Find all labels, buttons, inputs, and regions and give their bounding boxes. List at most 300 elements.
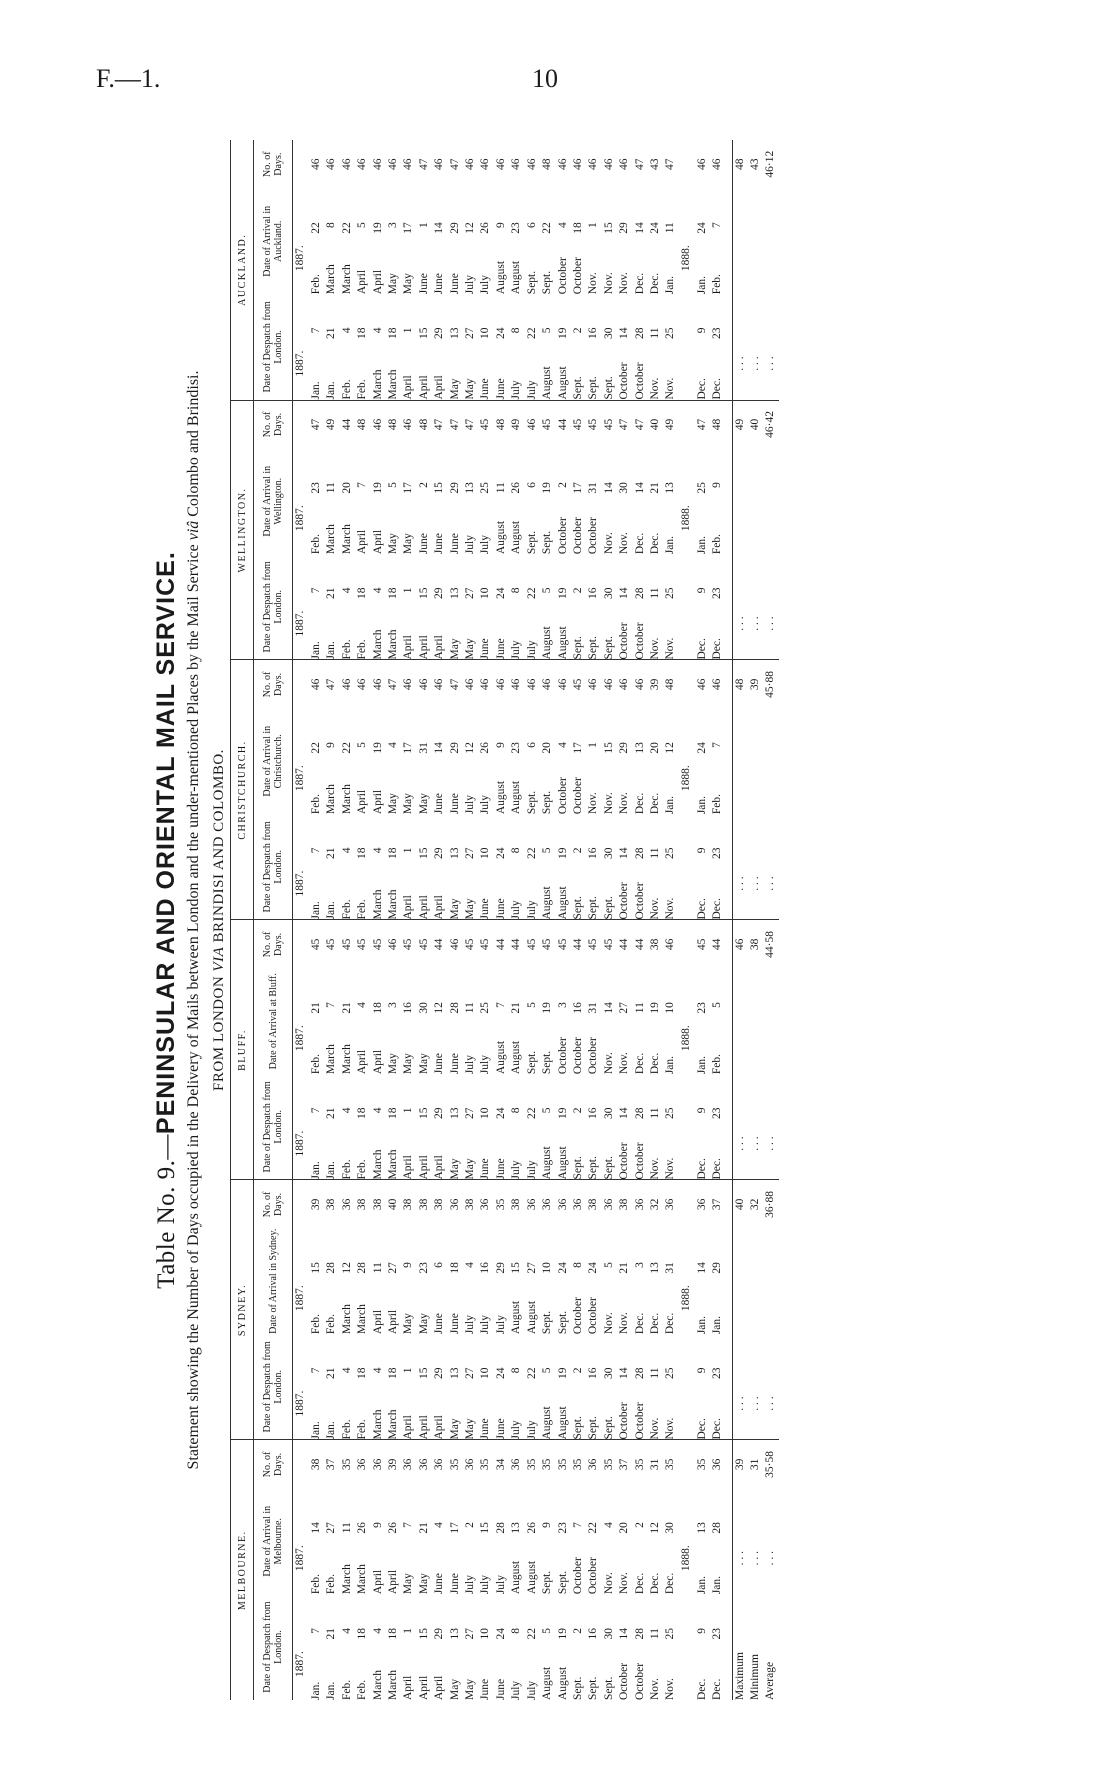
despatch-month: April: [402, 1675, 415, 1700]
arrival-month: Nov.: [618, 1312, 631, 1335]
arrival-day: 21: [648, 482, 661, 494]
year-label: 1887.: [294, 350, 307, 377]
arrival-date: [417, 1488, 432, 1594]
days-count: 46: [448, 938, 461, 951]
summary-dots-cell: [748, 968, 763, 1074]
days-count: 38: [356, 1198, 369, 1211]
arrival-month: July: [479, 1575, 492, 1595]
arrival-date: [355, 968, 370, 1074]
despatch-day: 2: [571, 1107, 584, 1114]
arrival-date: [602, 1228, 617, 1334]
arrival-date: [432, 708, 447, 814]
arrival-day: 4: [433, 1522, 446, 1528]
arrival-month: April: [371, 1569, 384, 1595]
despatch-day: 23: [711, 587, 724, 599]
arrival-date: [509, 1488, 524, 1594]
despatch-month: Feb.: [340, 379, 353, 400]
arrival-date: [340, 1228, 355, 1334]
days-count: 46: [525, 158, 538, 170]
arrival-month: Nov.: [618, 1572, 631, 1595]
despatch-header: Date of Despatch from London.: [254, 294, 293, 400]
arrival-date: [540, 448, 555, 554]
despatch-month: October: [633, 1142, 646, 1180]
despatch-date: [340, 294, 355, 400]
arrival-date: [478, 708, 493, 814]
despatch-date: [586, 554, 601, 660]
despatch-date: [463, 814, 478, 920]
section-title: SYDNEY.: [231, 1180, 254, 1440]
despatch-day: 9: [695, 1628, 708, 1634]
arrival-date: [494, 708, 509, 814]
table-row: [710, 140, 725, 1700]
despatch-day: 30: [602, 587, 615, 599]
arrival-day: 10: [541, 1262, 554, 1274]
arrival-day: 15: [602, 742, 615, 754]
arrival-month: May: [402, 1053, 415, 1075]
rotated-table-page: [150, 140, 960, 1700]
despatch-day: 14: [618, 587, 631, 599]
table-row: [432, 140, 447, 1700]
arrival-day: 3: [633, 1262, 646, 1268]
arrival-month: May: [402, 533, 415, 555]
despatch-date: [556, 814, 571, 920]
year-label: 1887.: [294, 870, 307, 897]
despatch-month: Dec.: [711, 638, 724, 660]
table-row: [525, 140, 540, 1700]
arrival-day: 28: [325, 1262, 338, 1274]
despatch-date: [663, 294, 678, 400]
despatch-day: 1: [402, 587, 415, 594]
summary-value: 49: [732, 400, 748, 448]
days-count: 37: [325, 1458, 338, 1471]
days-count: 48: [711, 418, 724, 431]
summary-value: 46: [732, 920, 748, 968]
despatch-month: July: [510, 900, 523, 920]
despatch-day: 28: [633, 1367, 646, 1379]
despatch-month: July: [525, 380, 538, 400]
despatch-month: October: [633, 1662, 646, 1700]
summary-dots: . . .: [748, 1396, 761, 1411]
despatch-month: March: [387, 889, 400, 920]
despatch-month: Sept.: [587, 1156, 600, 1180]
arrival-date: [695, 188, 710, 294]
despatch-month: Jan.: [310, 1681, 322, 1700]
despatch-month: June: [494, 898, 507, 920]
arrival-date: [617, 188, 632, 294]
despatch-date: [386, 814, 401, 920]
arrival-month: August: [525, 1560, 538, 1595]
days-count: 47: [433, 418, 446, 431]
despatch-date: [417, 814, 432, 920]
summary-value: 32: [748, 1198, 761, 1211]
arrival-date: [386, 188, 401, 294]
despatch-date: [556, 1074, 571, 1180]
summary-dots: . . .: [733, 356, 746, 371]
arrival-month: Nov.: [602, 1312, 615, 1335]
summary-dots: . . .: [733, 616, 746, 631]
days-count: 35: [494, 1198, 507, 1211]
table-body: [293, 140, 779, 1700]
arrival-day: 13: [648, 1262, 661, 1274]
despatch-year: [293, 294, 310, 400]
despatch-year: [293, 1594, 310, 1700]
days-count: 45: [587, 418, 600, 431]
despatch-day: 5: [541, 1107, 554, 1114]
days-count: 47: [325, 678, 338, 691]
arrival-month: July: [464, 1315, 477, 1335]
despatch-day: 14: [618, 1367, 631, 1379]
despatch-month: April: [433, 375, 446, 400]
despatch-month: August: [556, 366, 569, 400]
despatch-month: Sept.: [602, 1416, 615, 1440]
arrival-month: July: [479, 535, 492, 555]
despatch-day: 18: [387, 847, 400, 859]
arrival-date: [324, 188, 339, 294]
arrival-date: [540, 1228, 555, 1334]
despatch-day: 27: [464, 1628, 477, 1640]
despatch-month: June: [494, 1158, 507, 1180]
arrival-date: [478, 448, 493, 554]
arrival-day: 12: [340, 1262, 353, 1274]
days-count: 43: [648, 158, 661, 170]
despatch-date: [478, 294, 493, 400]
despatch-date: [309, 1074, 324, 1180]
arrival-month: May: [402, 273, 415, 295]
arrival-year: [293, 448, 310, 554]
arrival-month: Sept.: [556, 1570, 569, 1595]
despatch-day: 21: [325, 847, 338, 859]
despatch-date: [617, 294, 632, 400]
arrival-date: [556, 708, 571, 814]
despatch-month: August: [541, 1666, 554, 1700]
arrival-day: 26: [479, 742, 492, 754]
days-count: 47: [310, 418, 322, 431]
arrival-month: July: [464, 275, 477, 295]
despatch-date: [586, 814, 601, 920]
despatch-day: 8: [510, 327, 523, 334]
despatch-day: 22: [525, 587, 538, 599]
arrival-day: 28: [448, 1002, 461, 1014]
days-count: 38: [402, 1198, 415, 1211]
arrival-day: 4: [356, 1002, 369, 1008]
despatch-day: 28: [633, 327, 646, 340]
days-count: 46: [402, 158, 415, 170]
despatch-date: [494, 294, 509, 400]
arrival-day: 24: [587, 1262, 600, 1274]
despatch-month: Jan.: [325, 1421, 338, 1440]
days-count: 46: [433, 678, 446, 691]
page-code: F.—1.: [96, 64, 161, 93]
days-count: 48: [417, 418, 430, 431]
arrival-day: 16: [571, 1002, 584, 1014]
days-count: 45: [541, 938, 554, 951]
despatch-day: 4: [340, 327, 353, 334]
arrival-month: April: [356, 269, 369, 295]
arrival-day: 19: [371, 222, 384, 234]
year-label: 1888.: [680, 765, 693, 792]
arrival-month: April: [387, 1569, 400, 1595]
days-count: 49: [325, 418, 338, 431]
despatch-header: Date of Despatch from London.: [254, 1074, 293, 1180]
arrival-month: May: [402, 793, 415, 815]
arrival-month: Dec.: [633, 1052, 646, 1075]
despatch-month: Feb.: [356, 1679, 369, 1700]
despatch-day: 18: [387, 327, 400, 340]
despatch-day: 4: [340, 1628, 353, 1634]
arrival-date: [463, 1488, 478, 1594]
summary-dots-cell: [763, 1228, 778, 1334]
arrival-day: 14: [602, 1002, 615, 1014]
despatch-date: [602, 1594, 617, 1700]
days-count: 46: [525, 418, 538, 431]
arrival-month: Jan.: [664, 795, 677, 815]
arrival-day: 31: [417, 742, 430, 754]
summary-label-cell: [763, 1074, 778, 1180]
mail-service-table: [230, 140, 779, 1700]
arrival-day: 29: [448, 742, 461, 754]
despatch-month: May: [464, 1418, 477, 1440]
despatch-date: [340, 554, 355, 660]
despatch-month: Nov.: [664, 637, 677, 660]
despatch-month: Sept.: [587, 896, 600, 920]
despatch-day: 18: [387, 1367, 400, 1379]
days-count: 46: [618, 678, 631, 691]
arrival-date: [525, 1228, 540, 1334]
summary-dots-cell: [748, 708, 763, 814]
despatch-month: July: [525, 1680, 538, 1700]
arrival-month: October: [571, 777, 584, 815]
despatch-month: October: [618, 1142, 631, 1180]
arrival-month: October: [587, 1037, 600, 1075]
despatch-month: October: [633, 1402, 646, 1440]
despatch-month: April: [433, 895, 446, 920]
arrival-date: [586, 968, 601, 1074]
arrival-day: 29: [618, 222, 631, 234]
days-count: 47: [664, 158, 677, 170]
summary-value: 43: [748, 158, 761, 170]
arrival-day: 3: [556, 1002, 569, 1008]
despatch-month: Sept.: [587, 1676, 600, 1700]
despatch-month: Sept.: [587, 1416, 600, 1440]
despatch-day: 19: [556, 1107, 569, 1119]
arrival-date: [648, 188, 663, 294]
despatch-day: 11: [648, 1107, 661, 1119]
despatch-month: March: [371, 1149, 384, 1180]
arrival-month: Sept.: [525, 790, 538, 815]
column-header-row: [254, 140, 293, 1700]
despatch-day: 27: [464, 327, 477, 340]
despatch-date: [556, 1334, 571, 1440]
despatch-day: 2: [571, 1628, 584, 1634]
despatch-day: 21: [325, 587, 338, 599]
despatch-month: October: [633, 622, 646, 660]
arrival-day: 30: [417, 1002, 430, 1014]
despatch-date: [525, 1074, 540, 1180]
days-count: 46: [525, 678, 538, 691]
arrival-day: 28: [356, 1262, 369, 1274]
despatch-day: 29: [433, 1367, 446, 1379]
despatch-day: 16: [587, 327, 600, 340]
arrival-date: [586, 708, 601, 814]
arrival-date: [432, 188, 447, 294]
arrival-month: March: [340, 1044, 353, 1075]
arrival-month: March: [325, 524, 338, 555]
days-count: 45: [602, 938, 615, 951]
arrival-month: July: [494, 1315, 507, 1335]
despatch-date: [355, 294, 370, 400]
despatch-day: 15: [417, 327, 430, 340]
arrival-day: 21: [417, 1522, 430, 1534]
despatch-date: [386, 1594, 401, 1700]
days-count: 47: [695, 418, 708, 431]
despatch-date: [448, 1074, 463, 1180]
section-title: MELBOURNE.: [231, 1440, 254, 1700]
arrival-day: 8: [325, 222, 338, 228]
despatch-day: 4: [371, 587, 384, 594]
days-count: 46: [602, 158, 615, 170]
despatch-day: 4: [371, 1367, 384, 1374]
arrival-month: August: [510, 1560, 523, 1595]
arrival-month: Dec.: [633, 792, 646, 815]
days-count: 46: [695, 678, 708, 691]
despatch-day: 27: [464, 847, 477, 859]
arrival-month: March: [340, 264, 353, 295]
arrival-month: June: [433, 1313, 446, 1335]
despatch-date: [340, 1334, 355, 1440]
days-count: 48: [541, 158, 554, 170]
despatch-date: [525, 294, 540, 400]
arrival-day: 19: [371, 742, 384, 754]
despatch-date: [540, 1334, 555, 1440]
despatch-month: August: [541, 366, 554, 400]
despatch-day: 10: [479, 1628, 492, 1640]
despatch-date: [633, 814, 648, 920]
despatch-month: October: [618, 362, 631, 400]
table-row: [540, 140, 555, 1700]
days-count: 46: [433, 158, 446, 170]
arrival-day: 30: [618, 482, 631, 494]
despatch-date: [602, 554, 617, 660]
arrival-day: 22: [340, 222, 353, 234]
despatch-day: 5: [541, 587, 554, 594]
days-count: 38: [433, 1198, 446, 1211]
arrival-month: March: [340, 524, 353, 555]
days-count: 36: [479, 1198, 492, 1211]
table-row: [695, 140, 710, 1700]
despatch-day: 15: [417, 847, 430, 859]
table-row: [386, 140, 401, 1700]
despatch-month: Dec.: [711, 1418, 724, 1440]
days-count: 45: [310, 938, 322, 951]
despatch-date: [586, 1334, 601, 1440]
arrival-header: Date of Arrival in Melbourne.: [254, 1488, 293, 1594]
arrival-day: 13: [510, 1522, 523, 1534]
despatch-day: 15: [417, 1107, 430, 1119]
arrival-day: 20: [541, 742, 554, 754]
arrival-day: 26: [510, 482, 523, 494]
despatch-date: [340, 1074, 355, 1180]
arrival-date: [540, 968, 555, 1074]
despatch-month: Feb.: [340, 639, 353, 660]
route-heading: [208, 140, 230, 1700]
days-count: 35: [448, 1458, 461, 1471]
arrival-month: Feb.: [310, 1054, 322, 1075]
summary-dots-cell: [748, 1228, 763, 1334]
despatch-header: Date of Despatch from London.: [254, 554, 293, 660]
arrival-date: [586, 448, 601, 554]
days-count: 36: [433, 1458, 446, 1471]
arrival-month: March: [340, 1564, 353, 1595]
arrival-day: 14: [602, 482, 615, 494]
days-count: 45: [402, 938, 415, 951]
despatch-date: [371, 814, 386, 920]
despatch-month: Dec.: [695, 378, 708, 400]
despatch-month: May: [448, 638, 461, 660]
despatch-month: Sept.: [587, 376, 600, 400]
days-header: No. of Days.: [254, 660, 293, 708]
despatch-day: 5: [541, 847, 554, 854]
days-count: 38: [371, 1198, 384, 1211]
despatch-month: March: [371, 1669, 384, 1700]
despatch-day: 29: [433, 587, 446, 599]
summary-label-cell: [748, 814, 763, 920]
days-count: 45: [525, 938, 538, 951]
arrival-date: [509, 708, 524, 814]
year-label: 1887.: [294, 765, 307, 792]
summary-dots: . . .: [733, 1550, 746, 1566]
arrival-date: [417, 708, 432, 814]
days-count: 36: [417, 1458, 430, 1471]
despatch-month: Sept.: [571, 1156, 584, 1180]
despatch-date: [617, 814, 632, 920]
despatch-date: [401, 554, 416, 660]
despatch-day: 28: [633, 847, 646, 859]
days-count: 46: [310, 158, 322, 170]
days-count: 46: [633, 678, 646, 691]
year-label: 1887.: [294, 1545, 307, 1572]
despatch-date: [617, 1334, 632, 1440]
despatch-day: 18: [356, 847, 369, 859]
despatch-date: [324, 814, 339, 920]
arrival-month: May: [417, 1313, 430, 1335]
days-count: 47: [448, 418, 461, 431]
despatch-day: 7: [310, 327, 322, 334]
arrival-date: [648, 1228, 663, 1334]
despatch-month: May: [464, 378, 477, 400]
arrival-month: Sept.: [541, 1570, 554, 1595]
summary-label-cell: [748, 1594, 763, 1700]
table-row: [663, 140, 678, 1700]
arrival-date: [633, 448, 648, 554]
days-count: 35: [340, 1458, 353, 1471]
days-blank: [293, 920, 310, 968]
despatch-date: [355, 1334, 370, 1440]
arrival-month: June: [433, 793, 446, 815]
despatch-day: 5: [541, 1628, 554, 1634]
arrival-date: [602, 448, 617, 554]
arrival-date: [540, 188, 555, 294]
despatch-date: [463, 1594, 478, 1700]
despatch-month: Dec.: [711, 378, 724, 400]
summary-label-cell: [732, 1334, 748, 1440]
days-blank: [679, 660, 695, 708]
summary-dots: . . .: [748, 1136, 761, 1151]
arrival-day: 27: [525, 1262, 538, 1274]
summary-dots-cell: [732, 968, 748, 1074]
days-count: 35: [571, 1458, 584, 1471]
despatch-month: July: [525, 640, 538, 660]
summary-label-cell: [748, 1334, 763, 1440]
